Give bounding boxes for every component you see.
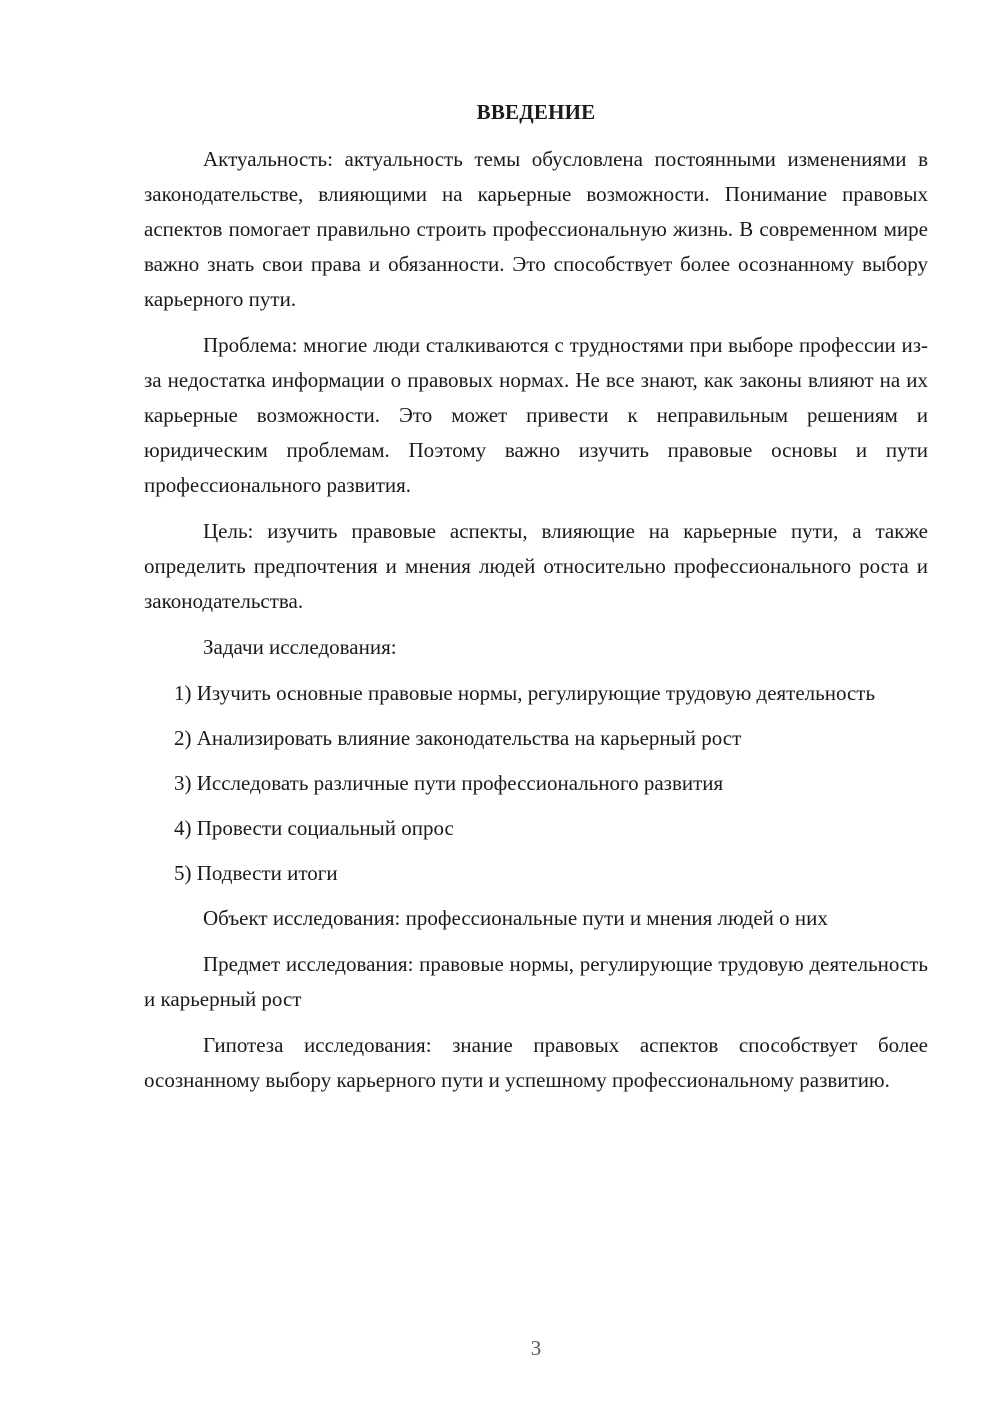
paragraph-goal: Цель: изучить правовые аспекты, влияющие на карьерные пути, а также определить предпочтения и мнения людей относительно профессионального роста и законодательства. xyxy=(144,519,928,613)
list-item: 5) Подвести итоги xyxy=(174,861,338,885)
list-item: 1) Изучить основные правовые нормы, регулирующие трудовую деятельность xyxy=(174,681,876,705)
tasks-list xyxy=(144,676,928,891)
paragraph-tasks-heading: Задачи исследования: xyxy=(203,635,397,659)
paragraph-problem: Проблема: многие люди сталкиваются с трудностями при выборе профессии из-за недостатка информации о правовых нормах. Не все знают, как законы влияют на их карьерные возможности. Это может привести к неправильным решениям и юридическим проблемам. Поэтому важно изучить правовые основы и пути профессионального развития. xyxy=(144,333,928,497)
list-item: 3) Исследовать различные пути профессионального развития xyxy=(174,771,724,795)
list-item: 2) Анализировать влияние законодательства на карьерный рост xyxy=(174,726,742,750)
page-title: ВВЕДЕНИЕ xyxy=(476,100,596,124)
paragraph-subject: Предмет исследования: правовые нормы, регулирующие трудовую деятельность и карьерный рост xyxy=(144,952,928,1011)
paragraph-relevance: Актуальность: актуальность темы обусловлена постоянными изменениями в законодательстве, влияющими на карьерные возможности. Понимание правовых аспектов помогает правильно строить профессиональную жизнь. В современном мире важно знать свои права и обязанности. Это способствует более осознанному выбору карьерного пути. xyxy=(144,147,928,311)
list-item: 4) Провести социальный опрос xyxy=(174,816,454,840)
page-number: 3 xyxy=(530,1336,542,1360)
paragraph-hypothesis: Гипотеза исследования: знание правовых аспектов способствует более осознанному выбору карьерного пути и успешному профессиональному развитию. xyxy=(144,1033,928,1092)
paragraph-object: Объект исследования: профессиональные пути и мнения людей о них xyxy=(203,906,828,930)
page-content xyxy=(144,95,928,1109)
